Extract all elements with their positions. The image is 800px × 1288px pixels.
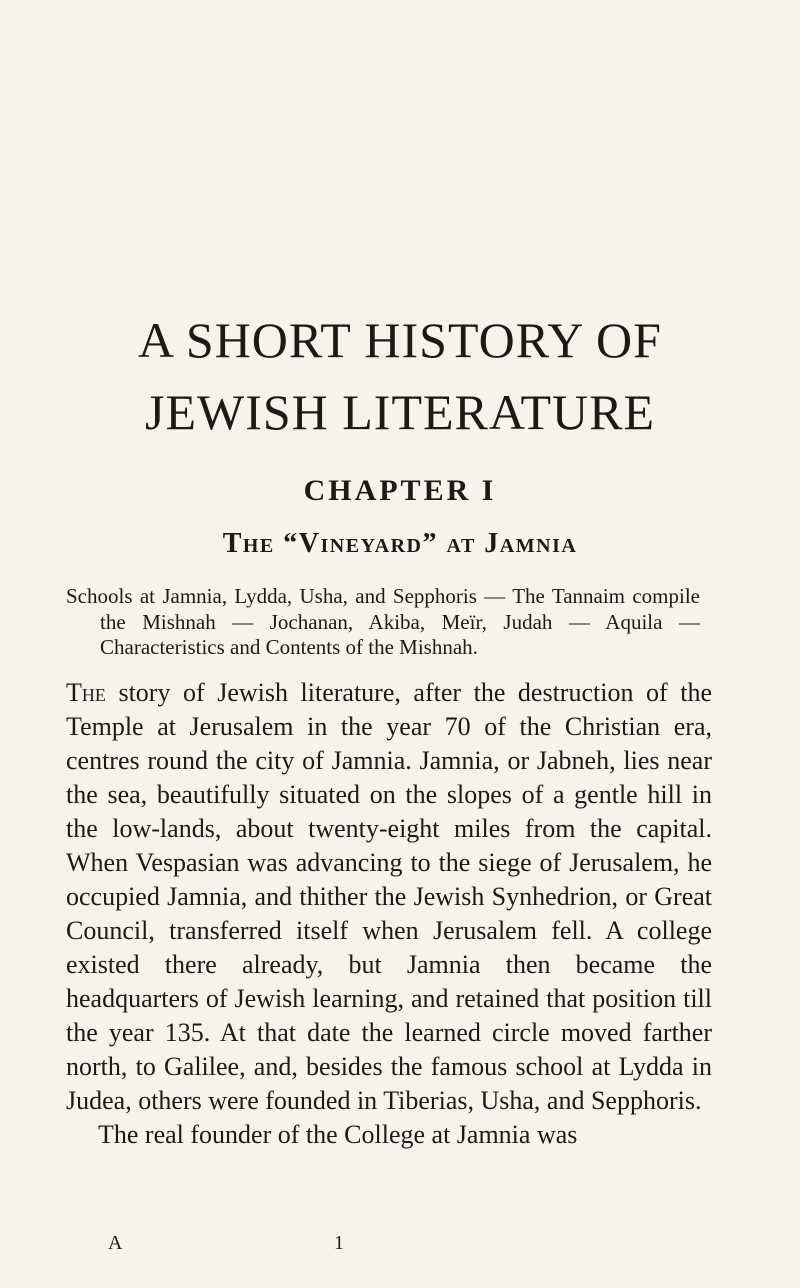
chapter-title: The “Vineyard” at Jamnia — [222, 528, 578, 559]
signature-mark: A — [108, 1232, 124, 1254]
body-text — [66, 676, 712, 1152]
paragraph-2: The real founder of the College at Jamnia was — [98, 1120, 578, 1149]
page-number: 1 — [334, 1232, 344, 1254]
book-title-line-2: JEWISH LITERATURE — [145, 384, 655, 440]
chapter-number: CHAPTER I — [303, 474, 497, 507]
lead-word: The — [66, 678, 106, 707]
book-title-line-1: A SHORT HISTORY OF — [138, 312, 662, 368]
paragraph-1-text: story of Jewish literature, after the destruction of the Temple at Jerusalem in the year 70 of the Christian era, centres round the city of Jamnia. Jamnia, or Jabneh, lies near the sea, beautifully situated on the slopes of a gentle hill in the low-lands, about twenty-eight miles from the capital. When Vespasian was advancing to the siege of Jerusalem, he occupied Jamnia, and thither the Jewish Synhedrion, or Great Council, transferred itself when Jerusalem fell. A college existed there already, but Jamnia then became the headquarters of Jewish learning, and retained that position till the year 135. At that date the learned circle moved farther north, to Galilee, and, besides the famous school at Lydda in Judea, others were founded in Tiberias, Usha, and Sepphoris. — [66, 678, 712, 1115]
chapter-synopsis: Schools at Jamnia, Lydda, Usha, and Sepphoris — The Tannaim compile the Mishnah — Jochanan, Akiba, Meïr, Judah — Aquila — Characteristics and Contents of the Mishnah. — [66, 584, 700, 659]
paragraph-1 — [66, 676, 712, 1118]
